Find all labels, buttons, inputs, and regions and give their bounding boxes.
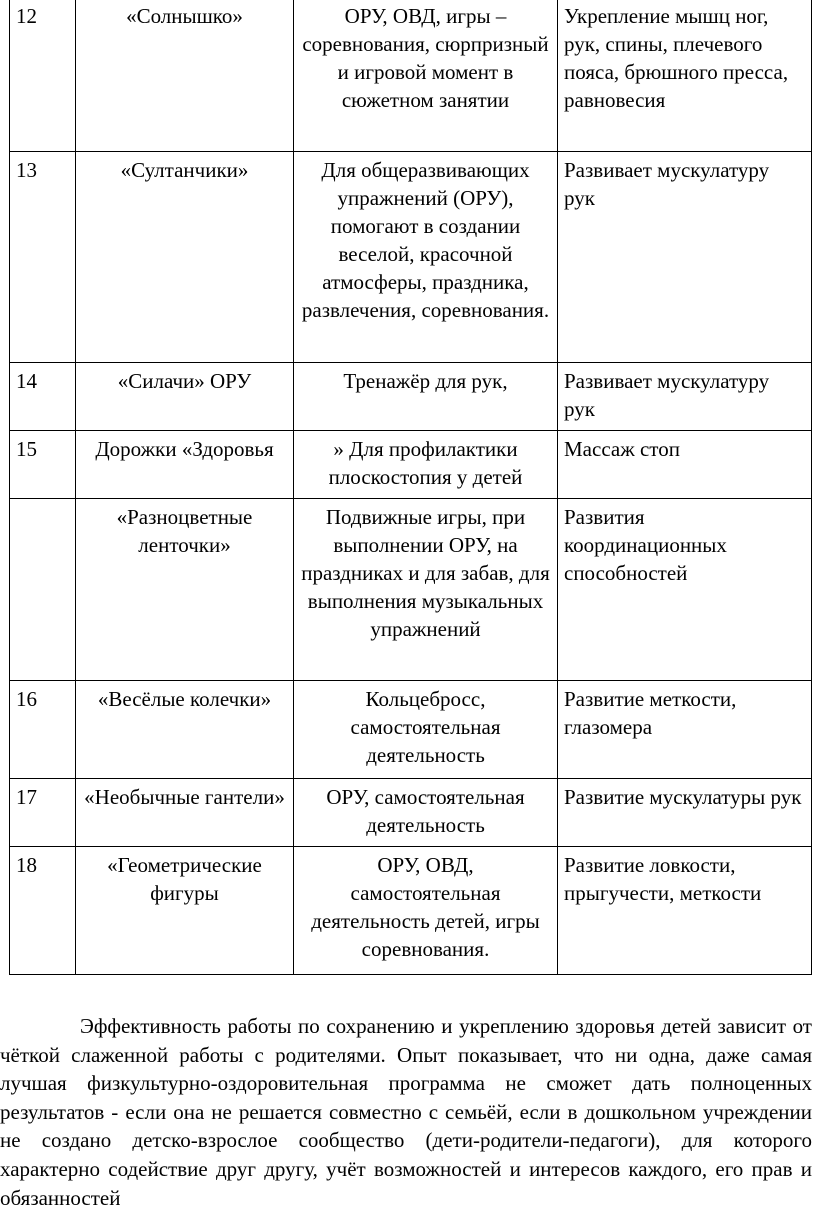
equipment-name: «Разноцветные ленточки»: [76, 498, 294, 680]
equipment-purpose: Тренажёр для рук,: [294, 362, 558, 430]
equipment-name: «Весёлые колечки»: [76, 680, 294, 778]
equipment-table: [9, 0, 812, 975]
equipment-effect: Развитие меткости, глазомера: [558, 680, 812, 778]
row-number: 16: [10, 680, 76, 778]
row-number: 17: [10, 778, 76, 846]
equipment-purpose: Кольцебросс, самостоятельная деятельность: [294, 680, 558, 778]
equipment-effect: Массаж стоп: [558, 430, 812, 498]
equipment-effect: Развивает мускулатуру рук: [558, 362, 812, 430]
equipment-purpose: Подвижные игры, при выполнении ОРУ, на праздниках и для забав, для выполнения музыкальных упражнений: [294, 498, 558, 680]
equipment-name: «Геометрические фигуры: [76, 846, 294, 974]
row-number: 18: [10, 846, 76, 974]
row-number: 14: [10, 362, 76, 430]
table-row: [10, 151, 812, 362]
row-number: 15: [10, 430, 76, 498]
table-row: [10, 362, 812, 430]
equipment-effect: Развитие ловкости, прыгучести, меткости: [558, 846, 812, 974]
row-number: 13: [10, 151, 76, 362]
equipment-purpose: Для общеразвивающих упражнений (ОРУ), помогают в создании веселой, красочной атмосферы, праздника, развлечения, соревнования.: [294, 151, 558, 362]
equipment-purpose: ОРУ, ОВД, игры – соревнования, сюрпризный и игровой момент в сюжетном занятии: [294, 0, 558, 151]
body-paragraph: [0, 1012, 812, 1212]
table-row: [10, 846, 812, 974]
table-row: [10, 778, 812, 846]
equipment-name: «Силачи» ОРУ: [76, 362, 294, 430]
equipment-effect: Развитие мускулатуры рук: [558, 778, 812, 846]
table-row: [10, 0, 812, 151]
equipment-name: Дорожки «Здоровья: [76, 430, 294, 498]
equipment-name: «Необычные гантели»: [76, 778, 294, 846]
table-row: [10, 430, 812, 498]
equipment-purpose: » Для профилактики плоскостопия у детей: [294, 430, 558, 498]
equipment-purpose: ОРУ, ОВД, самостоятельная деятельность детей, игры соревнования.: [294, 846, 558, 974]
equipment-purpose: ОРУ, самостоятельная деятельность: [294, 778, 558, 846]
equipment-name: «Султанчики»: [76, 151, 294, 362]
table-row: [10, 680, 812, 778]
equipment-name: «Солнышко»: [76, 0, 294, 151]
paragraph-text: Эффективность работы по сохранению и укреплению здоровья детей зависит от чёткой слаженной работы с родителями. Опыт показывает, что ни одна, даже самая лучшая физкультурно-оздоровительная программа не сможет дать полноценных результатов - если она не решается совместно с семьёй, если в дошкольном учреждении не создано детско-взрослое сообщество (дети-родители-педагоги), для которого характерно содействие друг другу, учёт возможностей и интересов каждого, его прав и обязанностей: [0, 1014, 812, 1210]
row-number: 12: [10, 0, 76, 151]
equipment-effect: Развития координационных способностей: [558, 498, 812, 680]
equipment-effect: Развивает мускулатуру рук: [558, 151, 812, 362]
row-number: [10, 498, 76, 680]
equipment-effect: Укрепление мышц ног, рук, спины, плечевого пояса, брюшного пресса, равновесия: [558, 0, 812, 151]
table-row: [10, 498, 812, 680]
